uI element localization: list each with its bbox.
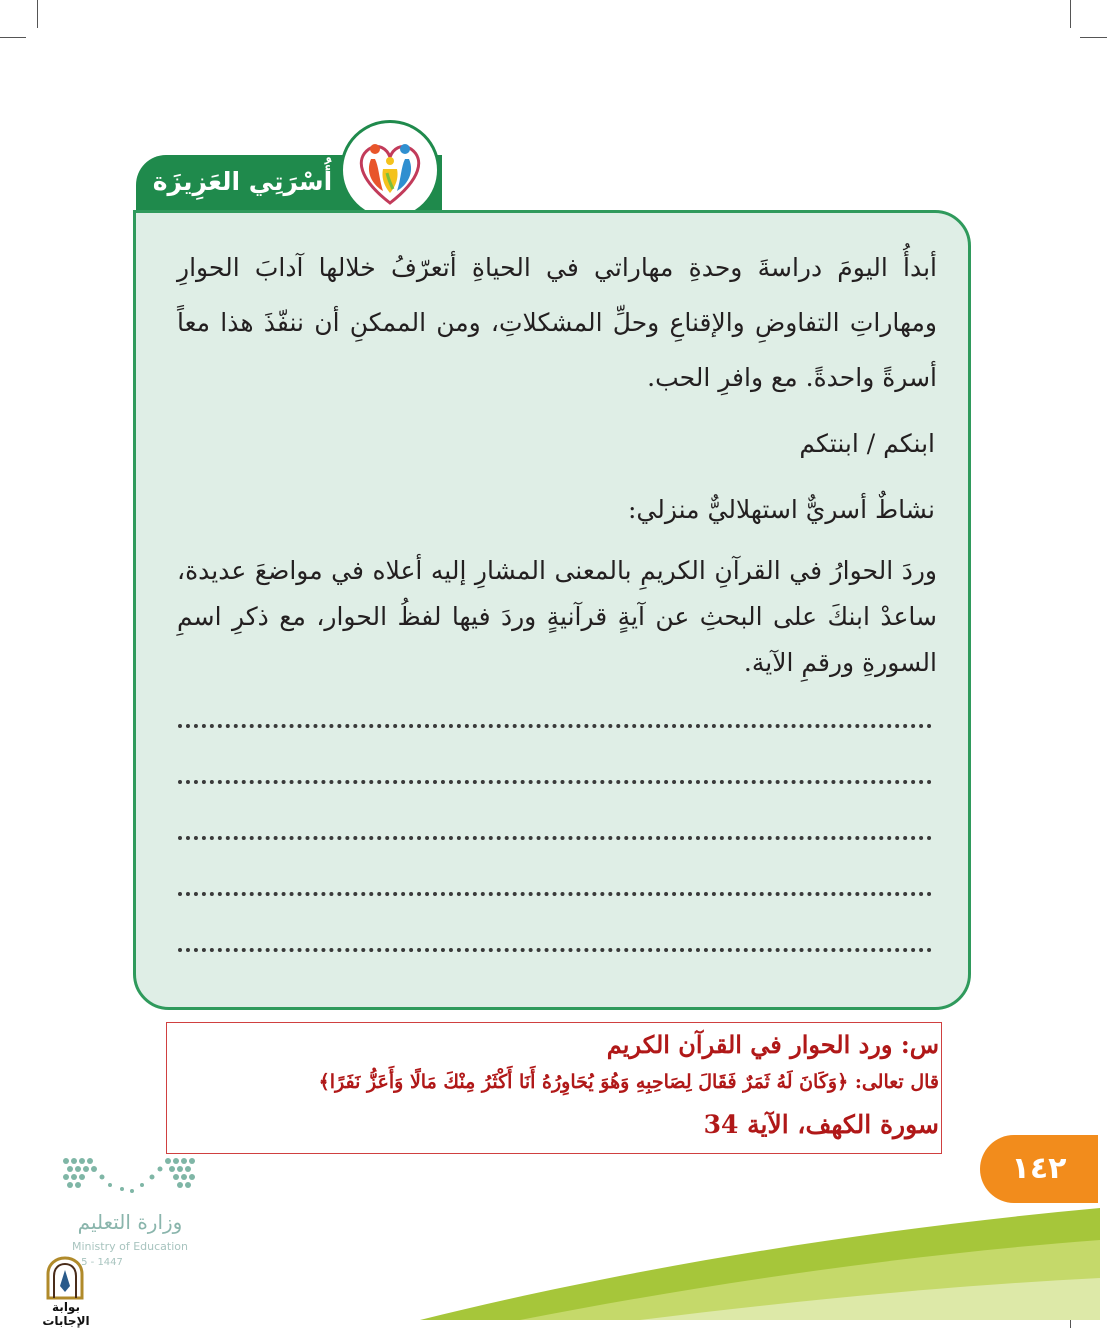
crop-mark: [1070, 0, 1071, 28]
answer-verse: قال تعالى: ﴿وَكَانَ لَهُ ثَمَرٌ فَقَالَ لِصَاحِبِهِ وَهُوَ يُحَاوِرُهُ أَنَا أَكْثَرُ مِنْكَ مَالًا وَأَعَزُّ نَفَرًا﴾: [318, 1071, 939, 1093]
ministry-logo-icon: [62, 1155, 198, 1205]
answer-line[interactable]: [178, 780, 932, 784]
family-logo: [340, 120, 440, 220]
answer-line[interactable]: [178, 892, 932, 896]
crop-mark: [0, 37, 26, 38]
portal-logo-icon: [44, 1256, 86, 1300]
family-heart-icon: [349, 129, 431, 211]
signature-line: ابنكم / ابنتكم: [799, 429, 935, 458]
answer-line[interactable]: [178, 948, 932, 952]
activity-title: نشاطٌ أسريٌّ استهلاليٌّ منزلي:: [627, 495, 935, 524]
answer-line[interactable]: [178, 724, 932, 728]
crop-mark: [37, 0, 38, 28]
portal-label: بوابة الإجابات: [42, 1300, 90, 1328]
page-number: ١٤٢: [980, 1135, 1098, 1203]
answer-reference: سورة الكهف، الآية 34: [703, 1110, 939, 1139]
intro-paragraph: أبدأُ اليومَ دراسةَ وحدةِ مهاراتي في الحياةِ أتعرّفُ خلالها آدابَ الحوارِ ومهاراتِ التفاوضِ والإقناعِ وحلِّ المشكلاتِ، ومن الممكنِ أن ننفّذَ هذا معاً أسرةً واحدةً. مع وافرِ الحب.: [177, 253, 937, 392]
task-paragraph: وردَ الحوارُ في القرآنِ الكريمِ بالمعنى المشارِ إليه أعلاه في مواضعَ عديدة، ساعدْ ابنكَ على البحثِ عن آيةٍ قرآنيةٍ وردَ فيها لفظُ الحوار، مع ذكرِ اسمِ السورةِ ورقمِ الآية.: [177, 556, 937, 677]
ministry-year: 5 - 1447: [81, 1257, 123, 1268]
ministry-name-ar: وزارة التعليم: [77, 1210, 183, 1234]
section-title: أُسْرَتِي العَزِيزَة: [152, 167, 333, 196]
answer-line[interactable]: [178, 836, 932, 840]
ministry-name-en: Ministry of Education: [71, 1240, 188, 1253]
answer-question: س: ورد الحوار في القرآن الكريم: [606, 1030, 939, 1059]
crop-mark: [1080, 37, 1107, 38]
